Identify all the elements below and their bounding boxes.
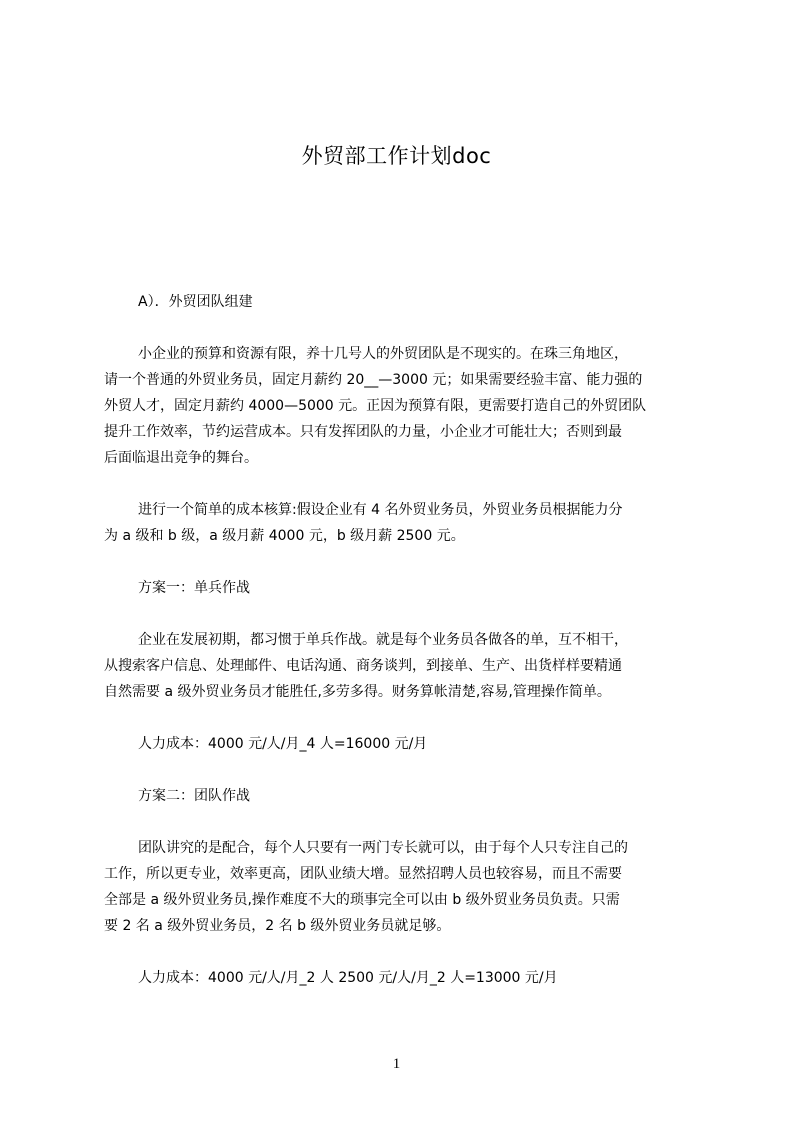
paragraph-line: 从搜索客户信息、处理邮件、电话沟通、商务谈判，到接单、生产、出货样样要精通 — [104, 658, 622, 674]
document-title: 外贸部工作计划doc — [301, 144, 492, 168]
plan-two-cost: 人力成本：4000 元/人/月_2 人 2500 元/人/月_2 人=13000 元/月 — [138, 970, 558, 986]
plan-two-heading: 方案二：团队作战 — [138, 788, 250, 804]
paragraph-line: 进行一个简单的成本核算:假设企业有 4 名外贸业务员，外贸业务员根据能力分 — [138, 502, 623, 518]
paragraph-line: 后面临退出竞争的舞台。 — [104, 450, 258, 466]
paragraph-line: 提升工作效率，节约运营成本。只有发挥团队的力量，小企业才可能壮大；否则到最 — [104, 424, 622, 440]
paragraph-line: 请一个普通的外贸业务员，固定月薪约 20__—3000 元；如果需要经验丰富、能力强的 — [104, 372, 643, 388]
paragraph-line: 企业在发展初期，都习惯于单兵作战。就是每个业务员各做各的单，互不相干， — [138, 632, 628, 648]
paragraph-line: 工作，所以更专业，效率更高，团队业绩大增。显然招聘人员也较容易，而且不需要 — [104, 866, 622, 882]
paragraph-line: 外贸人才，固定月薪约 4000—5000 元。正因为预算有限，更需要打造自己的外贸团队 — [104, 398, 647, 414]
paragraph-line: 全部是 a 级外贸业务员,操作难度不大的琐事完全可以由 b 级外贸业务员负责。只需 — [104, 892, 620, 908]
paragraph-plan-one — [104, 627, 700, 705]
paragraph-line: 要 2 名 a 级外贸业务员，2 名 b 级外贸业务员就足够。 — [104, 918, 451, 934]
paragraph-line: 小企业的预算和资源有限，养十几号人的外贸团队是不现实的。在珠三角地区， — [138, 346, 628, 362]
plan-one-cost: 人力成本：4000 元/人/月_4 人=16000 元/月 — [138, 736, 428, 752]
section-heading-a: A）．外贸团队组建 — [138, 294, 253, 310]
page-number: 1 — [392, 1056, 401, 1072]
paragraph-line: 自然需要 a 级外贸业务员才能胜任,多劳多得。财务算帐清楚,容易,管理操作简单。 — [104, 684, 611, 700]
document-body — [104, 289, 700, 1017]
plan-one-heading: 方案一：单兵作战 — [138, 580, 250, 596]
paragraph-line: 团队讲究的是配合，每个人只要有一两门专长就可以，由于每个人只专注自己的 — [138, 840, 628, 856]
paragraph-line: 为 a 级和 b 级，a 级月薪 4000 元，b 级月薪 2500 元。 — [104, 528, 465, 544]
paragraph-cost-analysis — [104, 497, 700, 549]
paragraph-budget — [104, 341, 700, 471]
paragraph-plan-two — [104, 835, 700, 939]
